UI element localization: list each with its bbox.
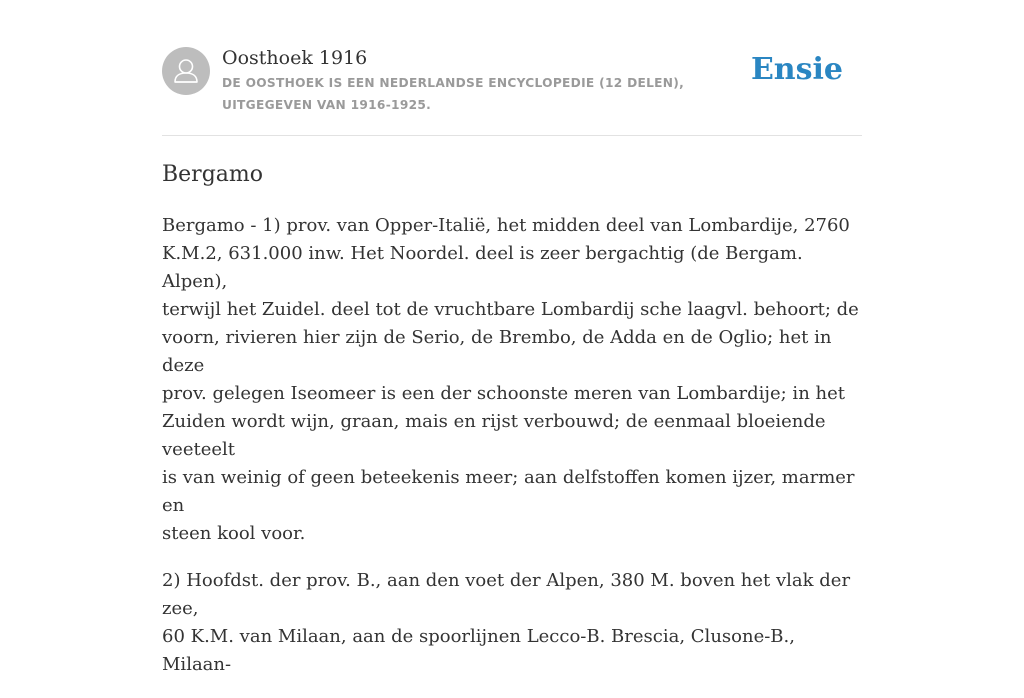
source-title[interactable]: Oosthoek 1916 <box>222 47 368 69</box>
ensie-logo[interactable]: Ensie <box>750 52 843 87</box>
user-placeholder-icon <box>162 47 210 95</box>
header-divider <box>162 135 862 136</box>
avatar[interactable] <box>162 47 210 95</box>
entry-paragraph-1: Bergamo - 1) prov. van Opper-Italië, het midden deel van Lombardije, 2760 K.M.2, 631.000 inw. Het Noordel. deel is zeer bergachtig (de Bergam. Alpen), terwijl het Zuidel. deel tot de vruchtbare Lombardij sche laagvl. behoort; de voorn, rivieren hier zijn de Serio, de Brembo, de Adda en de Oglio; het in deze prov. gelegen Iseomeer is een der schoonste meren van Lombardije; in het Zuiden wordt wijn, graan, mais en rijst verbouwd; de eenmaal bloeiende veeteelt is van weinig of geen beteekenis meer; aan delfstoffen komen ijzer, marmer en steen kool voor. <box>162 215 859 544</box>
entry-paragraph-2: 2) Hoofdst. der prov. B., aan den voet der Alpen, 380 M. boven het vlak der zee, 60 K.M. van Milaan, aan de spoorlijnen Lecco-B. Brescia, Clusone-B., Milaan- <box>162 570 851 675</box>
entry-title: Bergamo <box>162 162 264 187</box>
entry-body <box>162 212 862 698</box>
source-header <box>162 46 862 116</box>
source-description: DE OOSTHOEK IS EEN NEDERLANDSE ENCYCLOPEDIE (12 DELEN), UITGEGEVEN VAN 1916-1925. <box>222 76 685 112</box>
